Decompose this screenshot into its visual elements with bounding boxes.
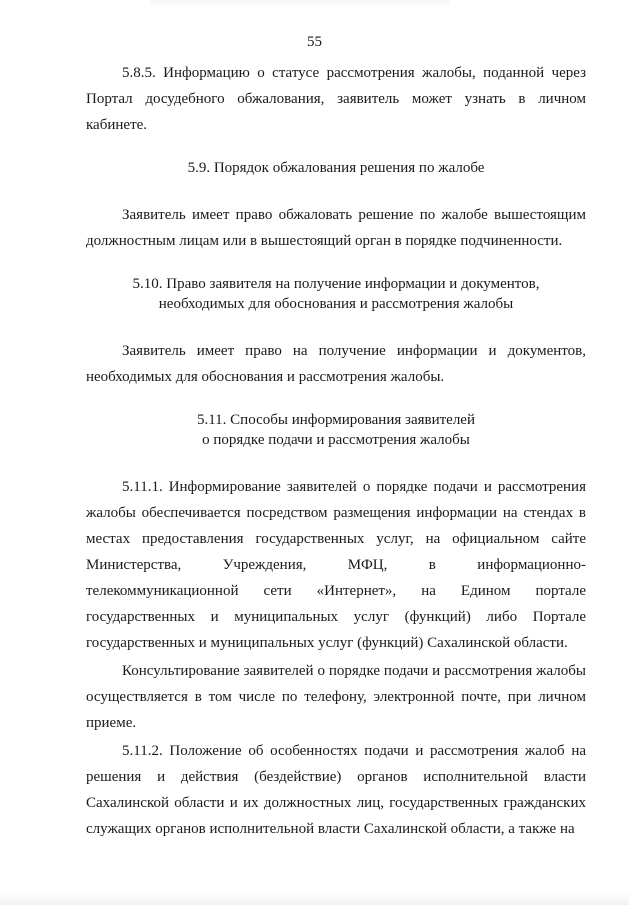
paragraph-5-11-2: 5.11.2. Положение об особенностях подачи и рассмотрения жалоб на решения и действия (бездействие) органов исполнительной власти Сахалинской области и их должностных лиц, государственных гражданских служащих органов исполнительной власти Сахалинской области, а также на — [86, 743, 586, 837]
page-content — [86, 60, 586, 842]
heading-5-11 — [86, 410, 586, 450]
heading-5-10 — [86, 274, 586, 314]
heading-5-11-line1: 5.11. Способы информирования заявителей — [196, 412, 475, 428]
paragraph-5-10: Заявитель имеет право на получение информации и документов, необходимых для обоснования и рассмотрения жалобы. — [86, 343, 586, 385]
paragraph-consultation: Консультирование заявителей о порядке подачи и рассмотрения жалобы осуществляется в том числе по телефону, электронной почте, при личном приеме. — [86, 663, 586, 731]
heading-5-11-line2: о порядке подачи и рассмотрения жалобы — [202, 432, 470, 448]
paragraph-5-11-1: 5.11.1. Информирование заявителей о порядке подачи и рассмотрения жалобы обеспечивается посредством размещения информации на стендах в местах предоставления государственных услуг, на официальном сайте Министерства, Учреждения, МФЦ, в информационно-телекоммуникационной сети «Интернет», на Едином портале государственных и муниципальных услуг (функций) либо Портале государственных и муниципальных услуг (функций) Сахалинской области. — [86, 479, 586, 651]
paragraph-5-9: Заявитель имеет право обжаловать решение по жалобе вышестоящим должностным лицам или в вышестоящий орган в порядке подчиненности. — [86, 207, 586, 249]
scan-edge-top — [150, 0, 450, 8]
heading-5-10-line1: 5.10. Право заявителя на получение информации и документов, — [132, 276, 540, 292]
page-number: 55 — [307, 34, 322, 50]
paragraph-5-8-5: 5.8.5. Информацию о статусе рассмотрения жалобы, поданной через Портал досудебного обжалования, заявитель может узнать в личном кабинете. — [86, 65, 586, 133]
heading-5-10-line2: необходимых для обоснования и рассмотрения жалобы — [158, 296, 514, 312]
heading-5-9: 5.9. Порядок обжалования решения по жалобе — [187, 160, 485, 176]
scan-edge-bottom — [0, 891, 629, 905]
